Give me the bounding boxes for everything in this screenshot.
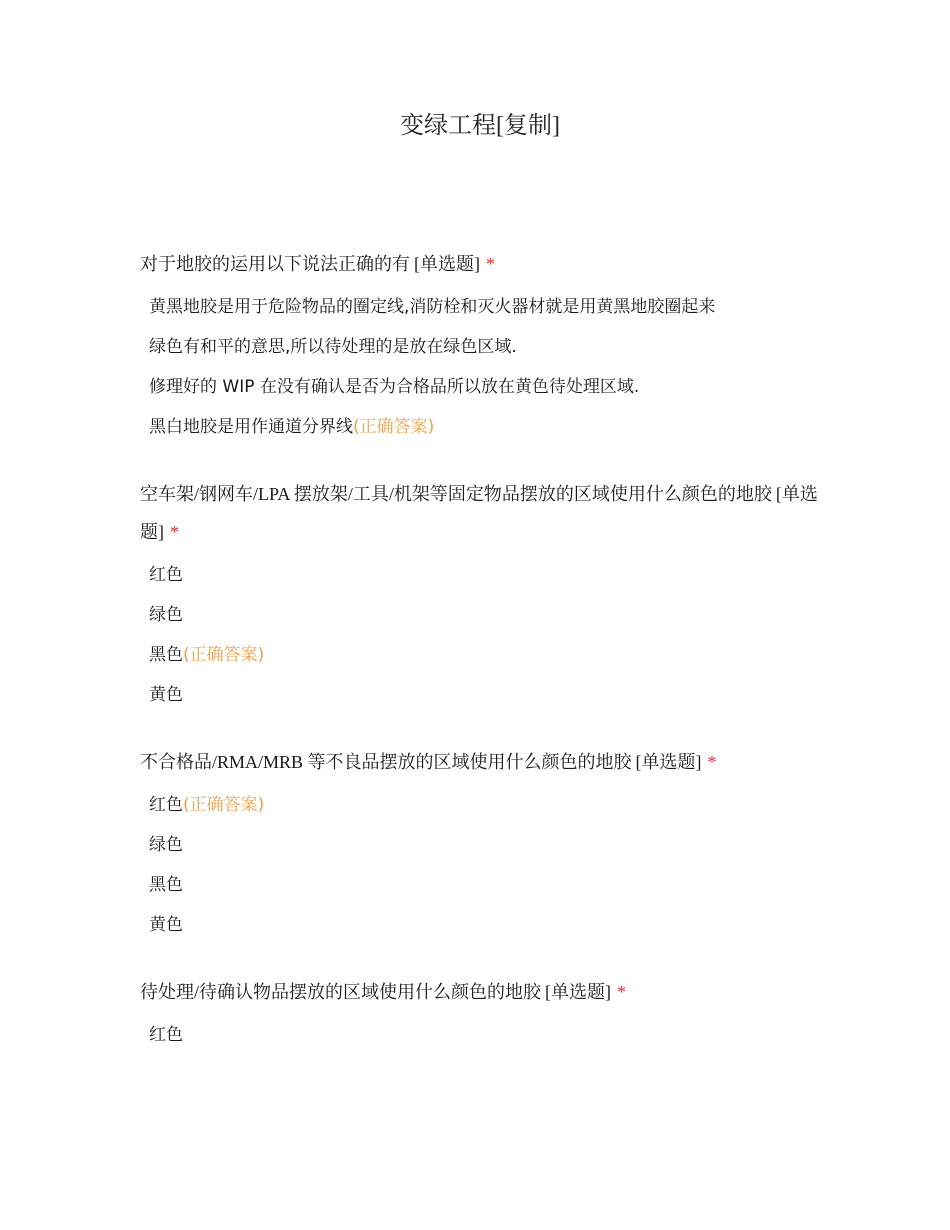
question-text — [140, 973, 820, 1011]
required-mark: * — [486, 254, 495, 274]
question-stem: 空车架/钢网车/LPA 摆放架/工具/机架等固定物品摆放的区域使用什么颜色的地胶 — [140, 484, 772, 504]
option-label: 红色 — [149, 795, 183, 815]
option-list — [140, 785, 820, 945]
option-item[interactable] — [140, 865, 820, 905]
correct-answer-tag: (正确答案) — [183, 645, 265, 665]
option-list — [140, 1015, 820, 1055]
question-stem: 对于地胶的运用以下说法正确的有 — [140, 254, 410, 274]
option-label: 黄色 — [149, 685, 183, 705]
option-label: 黄色 — [149, 915, 183, 935]
question-type: [单选题] — [635, 752, 702, 772]
option-label: 绿色 — [149, 835, 183, 855]
option-label: 修理好的 WIP 在没有确认是否为合格品所以放在黄色待处理区域. — [149, 377, 640, 397]
question-3 — [140, 743, 820, 945]
option-item[interactable] — [140, 595, 820, 635]
question-text — [140, 743, 820, 781]
required-mark: * — [707, 752, 717, 772]
question-list — [140, 245, 820, 1083]
option-label: 绿色 — [149, 605, 183, 625]
option-item[interactable] — [140, 555, 820, 595]
correct-answer-tag: (正确答案) — [353, 417, 435, 437]
option-item[interactable] — [140, 675, 820, 715]
required-mark: * — [617, 982, 626, 1002]
option-item[interactable] — [140, 785, 820, 825]
option-label: 红色 — [149, 565, 183, 585]
option-item[interactable] — [140, 905, 820, 945]
correct-answer-tag: (正确答案) — [183, 795, 265, 815]
option-item[interactable] — [140, 1015, 820, 1055]
option-item[interactable] — [140, 287, 820, 327]
page-title: 变绿工程[复制] — [400, 113, 560, 139]
option-label: 黑色 — [149, 875, 183, 895]
question-text — [140, 475, 820, 551]
option-item[interactable] — [140, 825, 820, 865]
option-item[interactable] — [140, 635, 820, 675]
option-label: 黑色 — [149, 645, 183, 665]
option-item[interactable] — [140, 367, 820, 407]
option-label: 绿色有和平的意思,所以待处理的是放在绿色区域. — [149, 337, 517, 357]
option-list — [140, 555, 820, 715]
question-type: [单选题] — [140, 484, 818, 542]
question-text — [140, 245, 820, 283]
option-item[interactable] — [140, 327, 820, 367]
required-mark: * — [170, 522, 179, 542]
question-4 — [140, 973, 820, 1055]
option-label: 红色 — [149, 1025, 183, 1045]
question-stem: 不合格品/RMA/MRB 等不良品摆放的区域使用什么颜色的地胶 — [140, 752, 632, 772]
option-item[interactable] — [140, 407, 820, 447]
question-1 — [140, 245, 820, 447]
question-2 — [140, 475, 820, 715]
option-label: 黄黑地胶是用于危险物品的圈定线,消防栓和灭火器材就是用黄黑地胶圈起来 — [149, 297, 716, 317]
option-list — [140, 287, 820, 447]
question-type: [单选题] — [545, 982, 611, 1002]
option-label: 黑白地胶是用作通道分界线 — [149, 417, 353, 437]
question-type: [单选题] — [414, 254, 480, 274]
question-stem: 待处理/待确认物品摆放的区域使用什么颜色的地胶 — [140, 982, 541, 1002]
